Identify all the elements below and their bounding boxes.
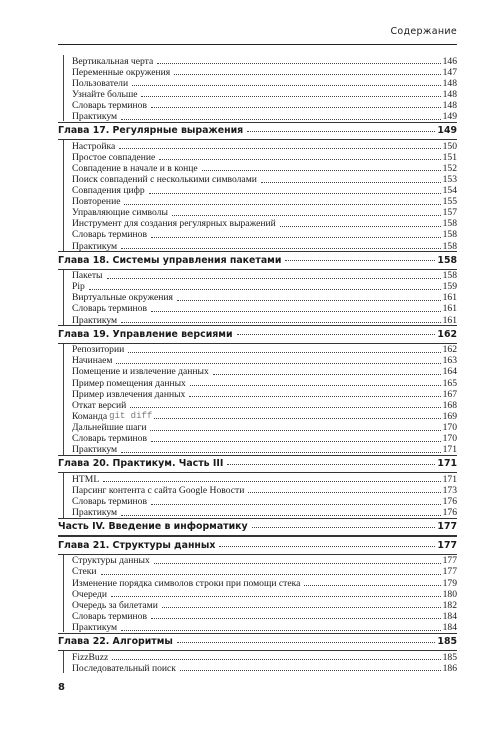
toc-entry-page-number: 170	[442, 433, 457, 444]
toc-entry-title: Структуры данных	[72, 555, 150, 567]
toc-entry-title: Переменные окружения	[72, 66, 171, 78]
toc-entry-page-number: 179	[442, 577, 457, 589]
toc-entry-title: Pip	[72, 281, 85, 293]
toc-section-entry	[58, 88, 457, 99]
toc-entry-title: Глава 17. Регулярные выражения	[58, 125, 244, 137]
section-group-rule	[63, 140, 64, 251]
toc-section-entry	[58, 218, 457, 229]
dot-leader	[202, 169, 441, 171]
dot-leader	[172, 214, 441, 216]
toc-section-entry	[58, 366, 457, 377]
toc-entry-title: Вертикальная черта	[72, 55, 154, 67]
running-header-title: Содержание	[390, 26, 457, 37]
dot-leader	[151, 310, 441, 312]
dot-leader	[124, 203, 440, 205]
toc-entry-title: Откат версий	[72, 399, 127, 411]
toc-entry-page-number: 171	[442, 473, 457, 485]
toc-section-entry	[58, 151, 457, 162]
toc-entry-page-number: 171	[437, 458, 457, 470]
toc-entry-title: Простое совпадение	[72, 151, 156, 163]
dot-leader	[189, 395, 440, 397]
toc-entry-page-number: 177	[442, 555, 457, 567]
toc-section-entry	[58, 588, 457, 599]
toc-entry-title: Практикум	[72, 507, 118, 519]
toc-entry-page-number: 162	[442, 344, 457, 356]
toc-entry-title: Очереди	[72, 588, 107, 600]
toc-section-entry	[58, 196, 457, 207]
toc-entry-page-number: 147	[442, 66, 457, 78]
toc-entry-title: Изменение порядка символов строки при помощи стека	[72, 577, 301, 589]
section-group-rule	[63, 344, 64, 455]
dot-leader	[121, 247, 440, 249]
toc-entry-title: Пример помещения данных	[72, 377, 186, 389]
toc-entry-page-number: 158	[442, 240, 457, 252]
toc-entry-page-number: 161	[442, 303, 457, 315]
toc-entry-title: Узнайте больше	[72, 88, 138, 100]
dot-leader	[177, 641, 436, 643]
toc-entry-page-number: 158	[437, 254, 457, 266]
toc-entry-page-number: 149	[437, 125, 457, 137]
toc-section-entry	[58, 410, 457, 421]
toc-entry-page-number: 153	[442, 173, 457, 185]
toc-entry-page-number: 146	[442, 55, 457, 67]
toc-section-entry	[58, 303, 457, 314]
toc-entry-title: Совпадение в начале и в конце	[72, 162, 198, 174]
table-of-contents	[58, 55, 457, 683]
toc-entry-page-number: 164	[442, 366, 457, 378]
toc-section-entry	[58, 566, 457, 577]
toc-entry-page-number: 158	[442, 229, 457, 241]
dot-leader	[154, 417, 440, 419]
dot-leader	[304, 584, 440, 586]
toc-entry-title: Практикум	[72, 240, 118, 252]
toc-entry-page-number: 177	[442, 566, 457, 578]
dot-leader	[151, 503, 441, 505]
toc-entry-page-number: 165	[442, 377, 457, 389]
toc-chapter-entry	[58, 455, 457, 474]
toc-chapter-entry	[58, 325, 457, 344]
dot-leader	[248, 491, 440, 493]
toc-section-entry	[58, 162, 457, 173]
toc-entry-page-number: 162	[437, 328, 457, 340]
section-group-rule	[63, 473, 64, 518]
dot-leader	[237, 333, 436, 335]
toc-entry-page-number: 161	[442, 314, 457, 326]
toc-entry-title: Парсинг контента с сайта Google Новости	[72, 484, 245, 496]
toc-entry-title: Виртуальные окружения	[72, 292, 173, 304]
toc-entry-title: Команда	[72, 410, 108, 422]
toc-entry-title: Практикум	[72, 110, 118, 122]
toc-section-entry	[58, 110, 457, 121]
toc-section-entry	[58, 599, 457, 610]
toc-entry-title: Словарь терминов	[72, 303, 147, 315]
toc-entry-page-number: 177	[437, 539, 457, 551]
toc-entry-title: Глава 20. Практикум. Часть III	[58, 458, 224, 470]
toc-section-entry	[58, 314, 457, 325]
dot-leader	[121, 629, 440, 631]
dot-leader	[121, 321, 440, 323]
dot-leader	[213, 373, 441, 375]
toc-entry-page-number: 154	[442, 185, 457, 197]
toc-entry-title: Повторение	[72, 196, 121, 208]
toc-entry-page-number: 148	[442, 77, 457, 89]
toc-section-entry	[58, 610, 457, 621]
toc-chapter-entry	[58, 518, 457, 537]
dot-leader	[154, 562, 441, 564]
dot-leader	[103, 480, 440, 482]
dot-leader	[151, 617, 441, 619]
dot-leader	[162, 606, 441, 608]
toc-entry-page-number: 157	[442, 207, 457, 219]
section-group-rule	[63, 555, 64, 632]
dot-leader	[285, 259, 435, 261]
toc-section-entry	[58, 229, 457, 240]
toc-section-entry	[58, 344, 457, 355]
toc-entry-title: Словарь терминов	[72, 229, 147, 241]
toc-section-entry	[58, 173, 457, 184]
toc-section-entry	[58, 99, 457, 110]
toc-entry-title: Очередь за билетами	[72, 599, 158, 611]
toc-entry-page-number: 171	[442, 444, 457, 456]
dot-leader	[121, 451, 440, 453]
dot-leader	[219, 545, 435, 547]
toc-entry-page-number: 186	[442, 662, 457, 674]
toc-section-entry	[58, 433, 457, 444]
toc-entry-title: Пример извлечения данных	[72, 388, 186, 400]
toc-entry-page-number: 158	[442, 218, 457, 230]
dot-leader	[121, 118, 440, 120]
toc-entry-title: Глава 19. Управление версиями	[58, 328, 233, 340]
toc-entry-page-number: 158	[442, 270, 457, 282]
toc-entry-title: Настройка	[72, 140, 116, 152]
dot-leader	[157, 62, 440, 64]
toc-section-entry	[58, 555, 457, 566]
toc-entry-title: HTML	[72, 473, 100, 485]
toc-section-entry	[58, 55, 457, 66]
dot-leader	[151, 440, 441, 442]
toc-entry-page-number: 180	[442, 588, 457, 600]
section-group-rule	[63, 55, 64, 121]
toc-entry-page-number: 155	[442, 196, 457, 208]
toc-entry-page-number: 176	[442, 495, 457, 507]
toc-entry-page-number: 148	[442, 99, 457, 111]
toc-section-entry	[58, 495, 457, 506]
dot-leader	[130, 406, 440, 408]
toc-section-entry	[58, 444, 457, 455]
running-header	[58, 22, 457, 45]
toc-entry-title: Словарь терминов	[72, 610, 147, 622]
toc-entry-page-number: 184	[442, 610, 457, 622]
dot-leader	[132, 84, 441, 86]
toc-entry-title: Начинаем	[72, 355, 113, 367]
dot-leader	[116, 362, 440, 364]
toc-entry-title: FizzBuzz	[72, 651, 109, 663]
dot-leader	[141, 95, 440, 97]
toc-entry-page-number: 161	[442, 292, 457, 304]
toc-entry-title: Пакеты	[72, 270, 103, 282]
dot-leader	[119, 147, 440, 149]
dot-leader	[151, 106, 441, 108]
toc-section-entry	[58, 66, 457, 77]
dot-leader	[247, 130, 435, 132]
toc-section-entry	[58, 240, 457, 251]
toc-section-entry	[58, 207, 457, 218]
toc-entry-title: Практикум	[72, 314, 118, 326]
toc-section-entry	[58, 270, 457, 281]
toc-entry-page-number: 182	[442, 599, 457, 611]
dot-leader	[128, 351, 440, 353]
dot-leader	[149, 192, 441, 194]
toc-entry-page-number: 170	[442, 421, 457, 433]
toc-section-entry	[58, 651, 457, 662]
page-number: 8	[58, 682, 65, 693]
dot-leader	[89, 288, 441, 290]
toc-entry-title: Стеки	[72, 566, 97, 578]
toc-entry-page-number: 176	[442, 507, 457, 519]
toc-entry-title: Практикум	[72, 444, 118, 456]
toc-entry-title: Дальнейшие шаги	[72, 421, 147, 433]
toc-entry-title: Глава 21. Структуры данных	[58, 539, 216, 551]
toc-section-entry	[58, 77, 457, 88]
toc-entry-title: Глава 22. Алгоритмы	[58, 636, 173, 648]
toc-entry-page-number: 149	[442, 110, 457, 122]
toc-entry-page-number: 177	[437, 521, 457, 533]
toc-entry-page-number: 173	[442, 484, 457, 496]
toc-chapter-entry	[58, 536, 457, 555]
toc-entry-page-number: 167	[442, 388, 457, 400]
toc-chapter-entry	[58, 122, 457, 141]
dot-leader	[150, 429, 440, 431]
toc-entry-code: git diff	[109, 411, 153, 422]
toc-section-entry	[58, 662, 457, 673]
toc-entry-title: Словарь терминов	[72, 433, 147, 444]
toc-entry-title: Инструмент для создания регулярных выражений	[72, 218, 276, 230]
dot-leader	[190, 384, 441, 386]
toc-entry-page-number: 168	[442, 399, 457, 411]
dot-leader	[101, 573, 441, 575]
toc-entry-page-number: 185	[442, 651, 457, 663]
toc-section-entry	[58, 507, 457, 518]
toc-entry-title: Управляющие символы	[72, 207, 168, 219]
dot-leader	[261, 181, 441, 183]
toc-section-entry	[58, 421, 457, 432]
toc-entry-title: Репозитории	[72, 344, 125, 356]
toc-entry-title: Практикум	[72, 621, 118, 633]
toc-section-entry	[58, 140, 457, 151]
dot-leader	[107, 277, 441, 279]
toc-entry-title: Глава 18. Системы управления пакетами	[58, 254, 282, 266]
toc-section-entry	[58, 484, 457, 495]
toc-entry-page-number: 163	[442, 355, 457, 367]
toc-entry-page-number: 151	[442, 151, 457, 163]
toc-section-entry	[58, 281, 457, 292]
toc-entry-title: Поиск совпадений с несколькими символами	[72, 173, 257, 185]
toc-entry-title: Совпадения цифр	[72, 185, 145, 197]
toc-chapter-entry	[58, 633, 457, 652]
toc-section-entry	[58, 473, 457, 484]
dot-leader	[252, 526, 436, 528]
dot-leader	[121, 514, 440, 516]
toc-entry-title: Помещение и извлечение данных	[72, 366, 209, 378]
dot-leader	[177, 299, 441, 301]
toc-entry-page-number: 148	[442, 88, 457, 100]
toc-section-entry	[58, 377, 457, 388]
toc-section-entry	[58, 621, 457, 632]
dot-leader	[159, 158, 440, 160]
dot-leader	[227, 463, 435, 465]
dot-leader	[111, 595, 441, 597]
toc-entry-title: Часть IV. Введение в информатику	[58, 521, 248, 533]
toc-entry-page-number: 152	[442, 162, 457, 174]
toc-entry-page-number: 184	[442, 621, 457, 633]
dot-leader	[280, 225, 441, 227]
toc-entry-title: Словарь терминов	[72, 99, 147, 111]
dot-leader	[151, 236, 441, 238]
section-group-rule	[63, 270, 64, 325]
toc-section-entry	[58, 292, 457, 303]
section-group-rule	[63, 651, 64, 673]
dot-leader	[174, 73, 440, 75]
toc-entry-page-number: 169	[442, 410, 457, 422]
toc-entry-title: Словарь терминов	[72, 495, 147, 507]
toc-entry-page-number: 150	[442, 140, 457, 152]
toc-entry-title: Последовательный поиск	[72, 662, 176, 674]
dot-leader	[180, 669, 441, 671]
toc-entry-page-number: 159	[442, 281, 457, 293]
toc-section-entry	[58, 185, 457, 196]
dot-leader	[112, 658, 440, 660]
toc-section-entry	[58, 355, 457, 366]
toc-entry-page-number: 185	[437, 636, 457, 648]
toc-chapter-entry	[58, 251, 457, 270]
toc-section-entry	[58, 577, 457, 588]
toc-section-entry	[58, 399, 457, 410]
toc-section-entry	[58, 388, 457, 399]
toc-entry-title: Пользователи	[72, 77, 129, 89]
